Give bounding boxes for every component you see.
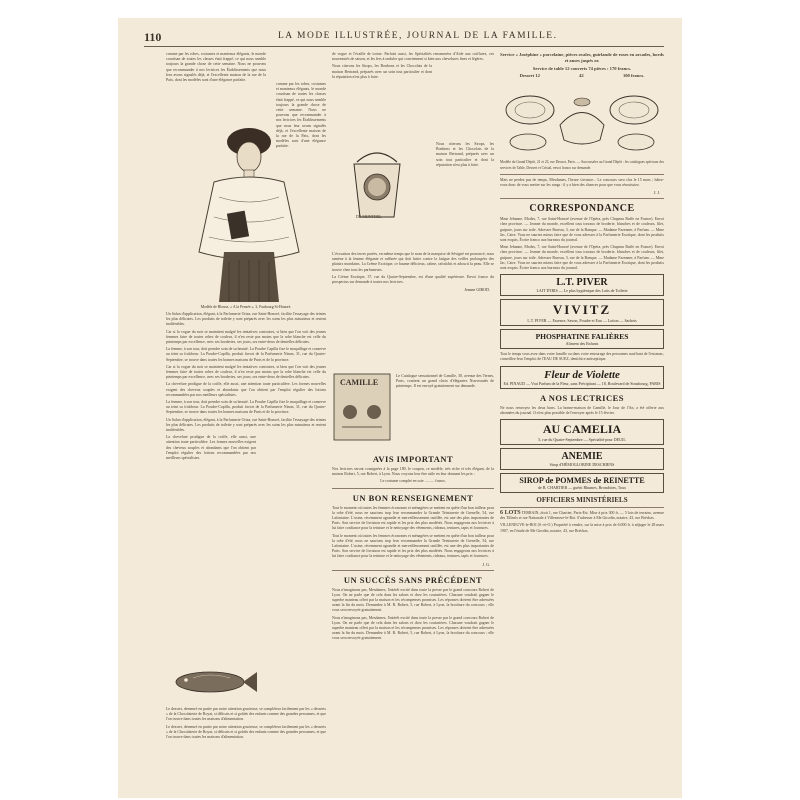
journal-title: LA MODE ILLUSTRÉE, JOURNAL DE LA FAMILLE. xyxy=(278,31,558,41)
ad-camelia-title: AU CAMELIA xyxy=(542,422,622,437)
ad-sirop-title: SIROP de POMMES de REINETTE xyxy=(519,476,645,486)
service-line-1: Service de table 12 couverts 74 pièces : 170 francs. xyxy=(532,66,632,71)
camille-label: CAMILLE xyxy=(340,378,379,387)
divider-5 xyxy=(500,507,664,508)
divider-3 xyxy=(500,174,664,175)
ad-violette-sub: Ed. PINAUD — Vrai Parfum de la Fleur, sans Précipitant — 18, Boulevard de Strasbourg, PARIS xyxy=(503,380,661,386)
service-caption: Modèle du Grand Dépôt, 21 et 23, rue Drouot, Paris. — Succursales au Grand Dépôt : les catalogues spéciaux des services de Table, Dessert et Cristal, envoi franco sur demande. xyxy=(500,160,664,170)
col2-para-2b: Nous citerons les Sirops, les Bonbons et les Chocolats de la maison Bertrand, préparés avec un soin tout particulier et dont la réputation n'est plus à faire. xyxy=(436,142,494,167)
column-1 xyxy=(166,52,326,782)
renseignement-text-b: Tout le moment où toutes les femmes économes et ménagères se mettent en quête d'un bon tailleur pour la robe d'été, nous ne saurions trop leur recommander la Grande Teinturerie de Grenelle, 54, rue Lafontaine. L'usine, récemment agrandie et merveilleusement outillée, est une des plus importantes de Paris. Son service de livraison est rapide et les prix des plus modérés. Nous engageons nos lectrices à lui faire confiance pour la teinture et le nettoyage des vêtements, rideaux, tentures, tapis et fourrures. xyxy=(332,533,494,559)
correspondance-text-b: Mme Jehanne, Modes, 7, rue Saint-Honoré (avenue de l'Opéra, près Chapeau Ruffe en France). Envoi chez province. — Jeanne du monde, excellent tous travaux de broderie, blanches et de couleurs, filet, guipure, jours sur toile. Adresser Bureau, 3, rue de la Banque. — Madame Fazenner, à Parfum. — Mme Jac, Caire. Vous ne sauriez mieux faire que de vous adresser à la Parfumerie Exotique, dont les produits sont exquis. Écrire franco aux bureaux du journal. xyxy=(500,245,664,271)
newspaper-page xyxy=(118,18,682,798)
bucket-illustration xyxy=(342,142,412,222)
ad-fleur-violette xyxy=(500,366,664,389)
porcelain-illustration xyxy=(500,80,664,160)
ad-camelia-sub: 5, rue du Quatre-Septembre — Spécialité pour DEUIL xyxy=(538,437,626,443)
divider-2 xyxy=(332,570,494,571)
ad-eau-suez: Tout le temps vous avez dans votre famille ou dans votre entourage des personnes souffrant de l'estomac, conseillez-leur l'emploi de l'EAU DE SUEZ, dentifrice antiseptique. xyxy=(500,352,664,362)
col3-para-1: Mais ne perdez pas de temps, Mesdames, l'heure s'avance... Le concours sera clos le 15 mars ; hâtez-vous donc de vous mettre sur les rangs : il y a bien des chances pour que vous réussissiez. xyxy=(500,177,664,188)
col1-para-3b: Car si la vogue du noir se maintient malgré les tentatives contraires, si bien que l'on voit des jeunes femmes faire de toutes robes de couleur, il n'en reste pas moins que la robe blanche est celle du printemps par excellence, avec ses broderies, ses jours, ses entre-deux de dentelles délicates. xyxy=(166,364,326,380)
ad-piver-sub: LAIT D'IRIS — Le plus hygiénique des Laits de Toilette xyxy=(536,288,628,294)
succes-title: UN SUCCÈS SANS PRÉCÉDENT xyxy=(343,574,483,585)
col1-para-1b: comme par les robes, costumes et manteaux élégants, le monde courtisan de toutes les classes était frappé, ce qui nous semble toujours la grande chose de cette semaine. Nous ne pouvons que recommander à nos lectrices les Établissements que nous leur avons signalés déjà, et l'excellente maison de la rue de la Paix, dont les modèles sont d'une élégance parfaite. xyxy=(276,82,326,149)
ad-violette-title: Fleur de Violette xyxy=(544,368,620,381)
lectrices-title: A NOS LECTRICES xyxy=(539,392,625,403)
correspondance-title: CORRESPONDANCE xyxy=(529,203,635,215)
ad-phosphatine xyxy=(500,329,664,349)
ad-camelia xyxy=(500,419,664,445)
ad-vivitz xyxy=(500,299,664,326)
succes-text: Nous n'imaginons pas, Mesdames, l'intérêt excité dans toute la presse par le grand concours Robert de Lyon. On ne parle que de cela dans les salons et chez les couturières. Chacune voudrait gagner le superbe manteau offert par la maison et les récompenses promises. Les réponses doivent être adressées avant la fin du mois. Demandez à M. R. Robert, 5, rue Robert, à Lyon, la brochure du concours ; elle vous sera envoyée gratuitement. xyxy=(332,587,494,613)
ad-sirop-sub: de B. CHARTIER — guérit Rhumes, Bronchites, Toux xyxy=(537,485,627,491)
service-pieces: 42 xyxy=(579,73,584,79)
col2-para-1: de vogue et l'écaille de tortue. Parfaits aussi, les Spécialités renommées d'Aide aux coiffures, ces nouveautés de saison, et les fers à onduler qui conviennent si bien aux chevelures fines et légères. xyxy=(332,52,494,62)
fish-illustration xyxy=(168,662,258,702)
col1-para-2: Un Salon d'application, élégant, à la Parfumerie Oriza, rue Saint-Honoré, facilite l'essayage des teintes les plus délicates. Les produits de toilette y sont préparés avec les soins les plus minutieux et restent inaltérables. xyxy=(166,312,326,327)
col1-para-6b: Le dessert, demeuré en partie par notre attention gracieuse, se complétera facilement par les « desserts » de la Chocolaterie de Royat, si délicats et si goûtés des enfants comme des grandes personnes, et que l'on trouve dans toutes les maisons d'alimentation. xyxy=(166,724,326,740)
col3-signature-1: J. J. xyxy=(653,190,660,196)
correspondance-text: Mme Jehanne, Modes, 7, rue Saint-Honoré (avenue de l'Opéra, près Chapeau Ruffe en France). Envoi chez province. — Jeanne du monde, excellent tous travaux de broderie, blanches et de couleurs, filet, guipure, jours sur toile. Adresser Bureau, 3, rue de la Banque. — Madame Fazenner, à Parfum. — Mme Jac, Caire. Vous ne sauriez mieux faire que de vous adresser à la Parfumerie Exotique, dont les produits sont exquis. Écrire franco aux bureaux du journal. xyxy=(500,217,664,243)
ad-vivitz-title: VIVITZ xyxy=(552,302,612,318)
renseignement-text: Tout le moment où toutes les femmes économes et ménagères se mettent en quête d'un bon tailleur pour la robe d'été, nous ne saurions trop leur recommander la Grande Teinturerie de Grenelle, 54, rue Lafontaine. L'usine, récemment agrandie et merveilleusement outillée, est une des plus importantes de Paris. Son service de livraison est rapide et les prix des plus modérés. Nous engageons nos lectrices à lui faire confiance pour la teinture et le nettoyage des vêtements, rideaux, tentures, tapis et fourrures. xyxy=(332,505,494,531)
renseignement-title: UN BON RENSEIGNEMENT xyxy=(352,492,474,503)
lectrices-text: Ne nous renvoyez les deux bons. La bonne-maison de Camille, le Jour de l'An, a été offerte aux abonnées du journal. Il n'est plus possible de l'envoyer après le 15 février. xyxy=(500,405,664,415)
notice-text: Nos lectrices seront consignées à la page 180, le coupon, ce modèle, très riche et très élégant, de la maison Robert, 5, rue Robert, à Lyon. Nous croyons leur être utile en leur donnant les prix : xyxy=(332,467,494,477)
officiers-title: OFFICIERS MINISTÉRIELS xyxy=(536,496,628,505)
col2-signature-1: Jeanne GIROD. xyxy=(464,287,490,293)
col1-para-4: La femme, à son tour, doit prendre soin de sa beauté. La Poudre Capilla fixe le maquillage et conserve au teint sa fraîcheur. La Poudre-Capilla, produit favori de la Parfumerie Ninon, 31, rue du Quatre-Septembre, se trouve dans toutes les bonnes maisons de Paris et de la province. xyxy=(166,347,326,362)
header-rule xyxy=(144,46,664,47)
ad-phosphatine-title: PHOSPHATINE FALIÈRES xyxy=(535,332,629,342)
col2-para-3: L'évocation des terres parées, en même temps que le nom de la marquise de Sévigné est prononcé, nous ramène à la femme élégante et raffinée qui doit lutter contre la fatigue des veilles prolongées des plaisirs mondains. La Crème Exotique, ce baume délicieux, calme, rafraîchit et adoucit la peau. Elle se trouve chez tous les parfumeurs. xyxy=(332,252,494,272)
ad-anemie xyxy=(500,448,664,470)
service-price: 100 francs. xyxy=(622,73,645,79)
officiers-lots: 6 LOTS xyxy=(500,510,521,517)
notice-title: AVIS IMPORTANT xyxy=(372,454,454,464)
notice-price: Le costume complet en soie .......... francs. xyxy=(380,479,446,484)
col1-para-3: Car si la vogue du noir se maintient malgré les tentatives contraires, si bien que l'on voit des jeunes femmes faire de toutes robes de couleur, il n'en reste pas moins que la robe blanche est celle du printemps par excellence, avec ses broderies, ses jours, ses entre-deux de dentelles délicates. xyxy=(166,329,326,345)
page-number: 110 xyxy=(144,30,162,44)
ad-phosphatine-sub: Aliment des Enfants xyxy=(565,341,599,347)
col1-para-6: Le dessert, demeuré en partie par notre attention gracieuse, se complétera facilement par les « desserts » de la Chocolaterie de Royat, si délicats et si goûtés des enfants comme des grandes personnes, et que l'on trouve dans toutes les maisons d'alimentation. xyxy=(166,707,326,722)
ad-anemie-sub: Sirop d'HÉMOGLOBINE DESCHIENS xyxy=(549,462,615,468)
blouse-caption: Modèle de Blouse, « A la Pensée », 3, Faubourg St-Honoré. xyxy=(200,305,292,309)
col2-signature-2: J. G. xyxy=(482,561,490,567)
service-dessert: Dessert 12 xyxy=(519,73,540,79)
service-title: Service « Joséphine » porcelaine, pièces ovales, guirlande de roses en arcades, bords et anses jaspés or. xyxy=(500,52,664,63)
ad-piver-title: L.T. PIVER xyxy=(556,277,608,289)
col1-para-1: comme par les robes, costumes et manteaux élégants, le monde courtisan de toutes les classes était frappé, ce qui nous semble toujours la grande chose de cette semaine. Nous ne pouvons que recommander à nos lectrices les Établissements que nous leur avons signalés déjà, et l'excellente maison de la rue de la Paix, dont les modèles sont d'une élégance parfaite. xyxy=(166,52,266,83)
officiers-text-2: VILLENEUVE-le-ROI (S.-et-O.) Propriété à vendre, sur la mise à prix de 6.000 fr. à adjuger le 28 mars 1907, en l'étude de Me Girodin, notaire, 43, rue Bréchas. xyxy=(500,523,664,533)
page-header xyxy=(118,30,682,46)
officiers-text-body: TERRAIN, droit 1, rue Chartier, Paris-Est. Mise à prix 300 fr. — 5 lots de terrains, avenue des Tilleuls et rue Nationale à Villeneuve-le-Roi. S'adresser à Me Girodin, notaire, 43, rue Bréchas. xyxy=(500,511,664,521)
col2-para-5: Le Catalogue sensationnel de Camille, 30, avenue des Ternes, Paris, contient un grand choix d'élégantes Nouveautés de printemps. Il est envoyé gratuitement sur demande. xyxy=(396,374,494,389)
ad-piver-lait-iris xyxy=(500,274,664,296)
divider-1 xyxy=(332,488,494,489)
succes-text-b: Nous n'imaginons pas, Mesdames, l'intérêt excité dans toute la presse par le grand concours Robert de Lyon. On ne parle que de cela dans les salons et chez les couturières. Chacune voudrait gagner le superbe manteau offert par la maison et les récompenses promises. Les réponses doivent être adressées avant la fin du mois. Demandez à M. R. Robert, 5, rue Robert, à Lyon, la brochure du concours ; elle vous sera envoyée gratuitement. xyxy=(332,615,494,641)
camille-illustration xyxy=(332,372,392,442)
divider-4 xyxy=(500,198,664,199)
col1-para-5: La chevelure prodigue de la coiffe, elle aussi, une attention toute particulière. Les formes nouvelles exigent des cheveux souples et abondants que l'on obtient par l'emploi régulier des lotions recommandées par nos meilleurs spécialistes. xyxy=(166,382,326,397)
column-3 xyxy=(500,52,664,782)
col2-para-4: La Crème Exotique, 37, rue du Quatre-Septembre, est d'une qualité supérieure. Envoi franco du prospectus sur demande à toutes nos lectrices. xyxy=(332,274,494,285)
column-2 xyxy=(332,52,494,782)
col1-para-5b: La chevelure prodigue de la coiffe, elle aussi, une attention toute particulière. Les formes nouvelles exigent des cheveux souples et abondants que l'on obtient par l'emploi régulier des lotions recommandées par nos meilleurs spécialistes. xyxy=(166,435,256,461)
col1-para-4b: La femme, à son tour, doit prendre soin de sa beauté. La Poudre Capilla fixe le maquillage et conserve au teint sa fraîcheur. La Poudre-Capilla, produit favori de la Parfumerie Ninon, 31, rue du Quatre-Septembre, se trouve dans toutes les bonnes maisons de Paris et de la province. xyxy=(166,400,326,415)
col2-para-2: Nous citerons les Sirops, les Bonbons et les Chocolats de la maison Bertrand, préparés avec un soin tout particulier et dont la réputation n'est plus à faire. xyxy=(332,64,432,79)
service-line-2 xyxy=(500,73,664,78)
officiers-text xyxy=(500,511,664,521)
col1-para-2b: Un Salon d'application, élégant, à la Parfumerie Oriza, rue Saint-Honoré, facilite l'essayage des teintes les plus délicates. Les produits de toilette y sont préparés avec les soins les plus minutieux et restent inaltérables. xyxy=(166,417,326,433)
ad-anemie-title: ANEMIE xyxy=(561,451,603,463)
bucket-label: DE MONTBEL xyxy=(356,214,382,219)
ad-sirop-pommes xyxy=(500,473,664,493)
ad-vivitz-sub: L.T. PIVER — Essence, Savon, Poudre et Eau — Lotion — Sachets xyxy=(527,318,637,324)
